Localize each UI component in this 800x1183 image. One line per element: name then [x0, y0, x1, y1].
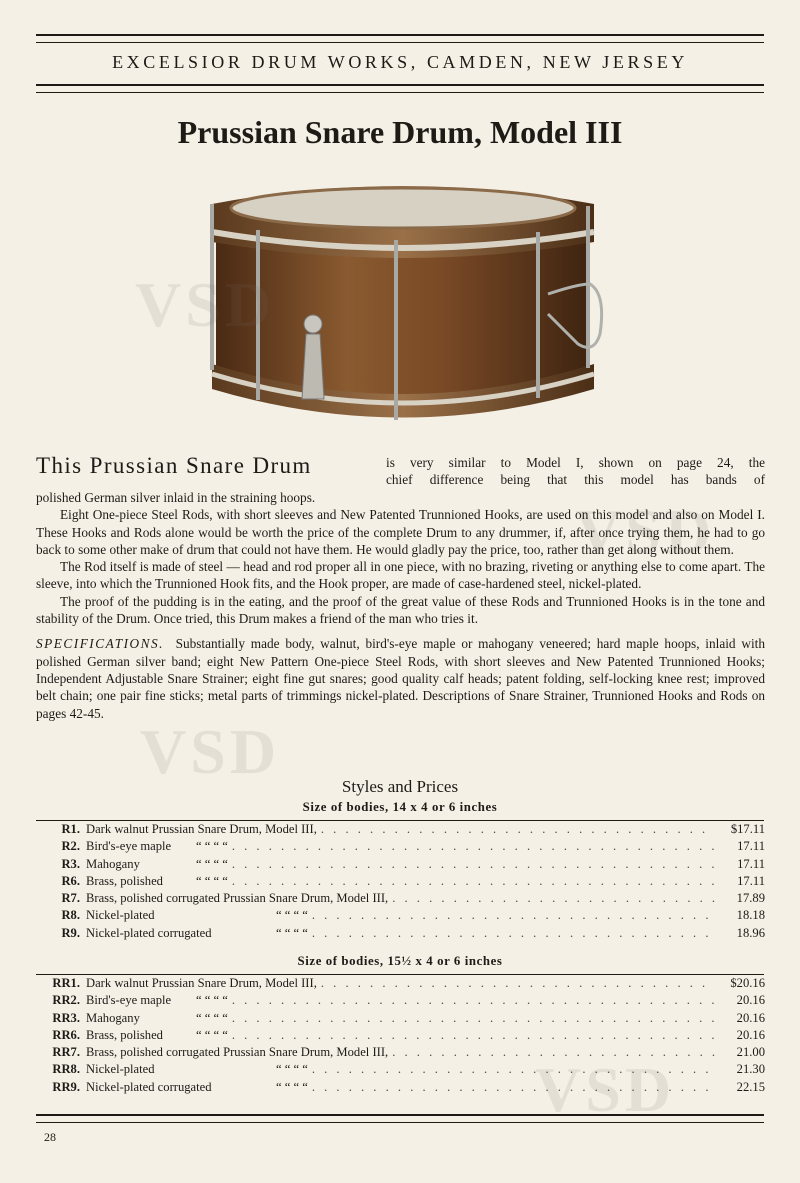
table-row: [36, 1062, 765, 1079]
header-company: EXCELSIOR DRUM WORKS, CAMDEN, NEW JERSEY: [112, 52, 688, 72]
item-desc: Dark walnut Prussian Snare Drum, Model III,: [86, 822, 317, 836]
item-ditto: “ “ “ “: [196, 839, 228, 854]
item-code: R7.: [61, 891, 80, 906]
item-code: RR2.: [52, 993, 80, 1008]
item-code: R9.: [61, 925, 80, 940]
page-number: 28: [44, 1130, 56, 1144]
table-row: [36, 839, 765, 856]
footer-rule: [36, 1114, 764, 1123]
dot-leader: [232, 874, 715, 889]
item-desc: Dark walnut Prussian Snare Drum, Model III,: [86, 976, 317, 990]
watermark-4: VSD: [535, 1054, 676, 1125]
header-bottom-rule: [36, 84, 764, 93]
item-desc: Mahogany: [86, 1010, 140, 1025]
item-price: 18.18: [736, 908, 765, 923]
item-ditto: “ “ “ “: [276, 1079, 308, 1094]
table-row: [36, 926, 765, 943]
item-price: 17.89: [736, 891, 765, 906]
specifications-label: SPECIFICATIONS.: [36, 636, 165, 652]
watermark-1: VSD: [135, 269, 276, 340]
item-price: 22.15: [736, 1079, 765, 1094]
paragraph-3: The proof of the pudding is in the eating, and the proof of the great value of these Rods and Trunnioned Hooks is in the tone and stability of the Drum. Once tried, this Drum makes a friend of the man who tries it.: [36, 593, 765, 627]
item-price: $17.11: [730, 822, 765, 836]
page-title: Prussian Snare Drum, Model III: [177, 114, 623, 150]
watermark-2: VSD: [575, 496, 716, 567]
dot-leader: [232, 857, 715, 872]
size-label-2: Size of bodies, 15½ x 4 or 6 inches: [297, 954, 503, 968]
item-desc: Nickel-plated: [86, 908, 155, 923]
item-ditto: “ “ “ “: [196, 993, 228, 1008]
item-code: R3.: [61, 856, 80, 871]
item-price: 17.11: [737, 839, 765, 854]
item-code: R2.: [61, 839, 80, 854]
dot-leader: [392, 891, 715, 906]
item-desc: Brass, polished: [86, 873, 163, 888]
item-ditto: “ “ “ “: [196, 1027, 228, 1042]
table-row: [36, 874, 765, 891]
item-ditto: “ “ “ “: [276, 925, 308, 940]
dot-leader: [312, 1080, 715, 1095]
table-row: [36, 822, 765, 839]
item-desc: Mahogany: [86, 856, 140, 871]
item-code: R1.: [61, 822, 80, 836]
specifications: [36, 635, 765, 721]
item-price: 17.11: [737, 873, 765, 888]
dot-leader: [312, 926, 715, 941]
intro-rest: polished German silver inlaid in the straining hoops.: [36, 490, 316, 505]
intro-lead-line-2: chief difference being that this model has bands of: [386, 471, 765, 487]
intro-lead: [386, 455, 765, 488]
item-desc: Nickel-plated corrugated: [86, 925, 212, 940]
item-desc: Bird's-eye maple: [86, 839, 172, 854]
item-ditto: “ “ “ “: [276, 1062, 308, 1077]
item-desc: Bird's-eye maple: [86, 993, 172, 1008]
size-label-1: Size of bodies, 14 x 4 or 6 inches: [302, 800, 498, 814]
dot-leader: [312, 1062, 715, 1077]
watermark-3: VSD: [140, 716, 281, 787]
dot-leader: [232, 1011, 715, 1026]
table-row: [36, 908, 765, 925]
item-code: RR3.: [52, 1010, 80, 1025]
item-code: RR9.: [52, 1079, 80, 1094]
item-ditto: “ “ “ “: [196, 873, 228, 888]
item-code: R8.: [61, 908, 80, 923]
item-price: 17.11: [737, 856, 765, 871]
dot-leader: [312, 908, 715, 923]
item-price: 20.16: [736, 993, 765, 1008]
dot-leader: [392, 1045, 715, 1060]
item-price: 18.96: [736, 925, 765, 940]
table-row: [36, 1011, 765, 1028]
dot-leader: [321, 822, 715, 837]
dot-leader: [232, 1028, 715, 1043]
header-top-rule: [36, 34, 764, 43]
table-row: [36, 1045, 765, 1062]
item-code: RR8.: [52, 1062, 80, 1077]
item-desc: Brass, polished corrugated Prussian Snare Drum, Model III,: [86, 891, 389, 906]
intro-lead-line-1: is very similar to Model I, shown on page 24, the: [386, 455, 765, 470]
table-row: [36, 857, 765, 874]
item-desc: Nickel-plated: [86, 1062, 155, 1077]
intro-heading: This Prussian Snare Drum: [36, 453, 312, 478]
item-ditto: “ “ “ “: [276, 908, 308, 923]
item-desc: Brass, polished corrugated Prussian Snare Drum, Model III,: [86, 1045, 389, 1060]
item-price: 20.16: [736, 1027, 765, 1042]
item-code: RR7.: [52, 1045, 80, 1060]
item-price: $20.16: [730, 976, 765, 990]
item-code: R6.: [61, 873, 80, 888]
item-price: 21.30: [736, 1062, 765, 1077]
styles-heading: Styles and Prices: [341, 777, 459, 796]
dot-leader: [232, 993, 715, 1008]
paragraph-2: The Rod itself is made of steel — head and rod proper all in one piece, with no brazing, riveting or anything else to come apart. The sleeve, into which the Trunnioned Hook fits, and the Hook proper, are made of case-hardened steel, nickel-plated.: [36, 559, 765, 592]
item-price: 21.00: [736, 1045, 765, 1060]
item-code: RR6.: [52, 1027, 80, 1042]
specifications-text: Substantially made body, walnut, bird's-eye maple or mahogany veneered; hard maple hoops, inlaid with polished German silver band; eight New Pattern One-piece Steel Rods, with short sleeves and New Patented Trunnioned Hooks; Independent Adjustable Snare Strainer; eight fine gut snares; good quality calf heads; patent folding, self-locking knee rest; improved belt chain; one pair fine sticks; metal parts of trimmings nickel-plated. Descriptions of Snare Strainer, Trunnioned Hooks and Rods on pages 42-45.: [36, 636, 765, 721]
price-table-2: [36, 976, 765, 1097]
item-desc: Brass, polished: [86, 1027, 163, 1042]
item-ditto: “ “ “ “: [196, 856, 228, 871]
item-price: 20.16: [736, 1010, 765, 1025]
table-row: [36, 1080, 765, 1097]
item-ditto: “ “ “ “: [196, 1010, 228, 1025]
item-desc: Nickel-plated corrugated: [86, 1079, 212, 1094]
price-table-1: [36, 822, 765, 943]
table-row: [36, 1028, 765, 1045]
table-rule-1: [36, 820, 764, 821]
table-rule-2: [36, 974, 764, 975]
table-row: [36, 976, 765, 993]
table-row: [36, 993, 765, 1010]
paragraph-1: Eight One-piece Steel Rods, with short sleeves and New Patented Trunnioned Hooks, are used on this model and also on Model I. These Hooks and Rods alone would be worth the price of the complete Drum to any drummer, if, after once trying them, he had to go back to some other make of drum that could not have them. He would gladly pay the price, too, rather than get along without them.: [36, 507, 765, 557]
table-row: [36, 891, 765, 908]
body-text: [36, 489, 765, 722]
dot-leader: [321, 976, 715, 991]
dot-leader: [232, 839, 715, 854]
item-code: RR1.: [52, 976, 80, 990]
